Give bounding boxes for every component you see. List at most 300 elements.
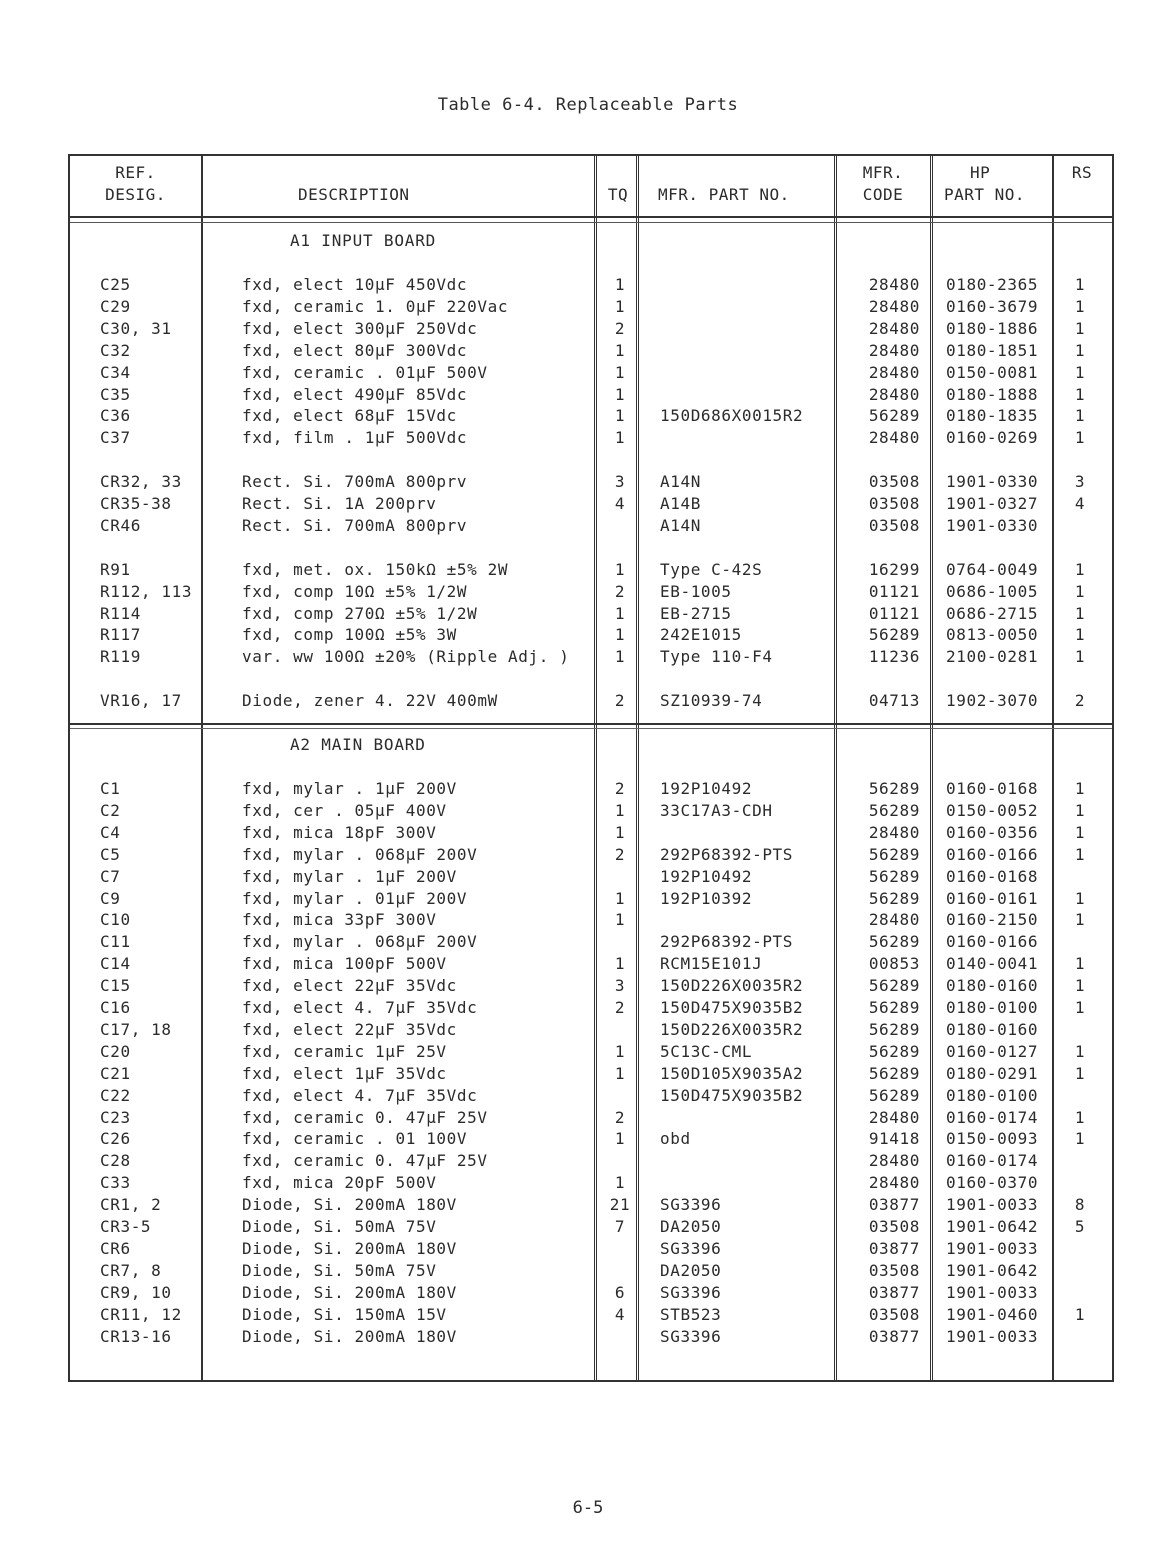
cell-mfr-part-no: 150D686X0015R2 [660, 406, 804, 426]
cell-description: Diode, Si. 200mA 180V [242, 1238, 457, 1258]
cell-ref-desig: C17, 18 [100, 1019, 172, 1039]
cell-description: Diode, Si. 200mA 180V [242, 1195, 457, 1215]
cell-mfr-code: 16299 [868, 559, 920, 579]
cell-rs: 1 [1074, 362, 1086, 382]
cell-tq: 2 [614, 779, 626, 798]
cell-description: var. ww 100Ω ±20% (Ripple Adj. ) [242, 647, 570, 667]
table-row [70, 274, 1112, 296]
table-row [70, 909, 1112, 931]
cell-ref-desig: C2 [100, 800, 121, 820]
cell-ref-desig: C33 [100, 1173, 131, 1193]
table-row [70, 931, 1112, 953]
header-ref: REF. DESIG. [105, 163, 166, 204]
cell-mfr-part-no: obd [660, 1129, 691, 1149]
table-row [70, 888, 1112, 910]
cell-description: fxd, met. ox. 150kΩ ±5% 2W [242, 559, 509, 579]
cell-description: fxd, mica 18pF 300V [242, 822, 437, 842]
cell-tq: 1 [614, 428, 626, 448]
cell-description: fxd, mylar . 1µF 200V [242, 779, 457, 798]
cell-ref-desig: C37 [100, 428, 131, 448]
cell-mfr-code: 28480 [868, 1107, 920, 1127]
cell-mfr-code: 01121 [868, 581, 920, 601]
cell-hp-part-no: 0160-0168 [946, 866, 1039, 886]
table-row [70, 559, 1112, 581]
cell-mfr-part-no: EB-1005 [660, 581, 732, 601]
cell-tq: 2 [614, 691, 626, 711]
table-row [70, 1260, 1112, 1282]
cell-hp-part-no: 1901-0642 [946, 1217, 1039, 1236]
table-row [70, 471, 1112, 493]
cell-mfr-part-no: SG3396 [660, 1282, 722, 1302]
cell-description: fxd, mylar . 01µF 200V [242, 888, 468, 908]
cell-description: Rect. Si. 700mA 800prv [242, 472, 468, 492]
cell-mfr-part-no: 242E1015 [660, 625, 742, 645]
cell-hp-part-no: 0813-0050 [946, 625, 1039, 645]
table-row [70, 362, 1112, 384]
cell-ref-desig: C4 [100, 822, 121, 842]
cell-description: fxd, ceramic . 01µF 500V [242, 362, 488, 382]
cell-description: fxd, elect 68µF 15Vdc [242, 406, 457, 426]
cell-ref-desig: C28 [100, 1151, 131, 1171]
cell-hp-part-no: 0180-1835 [946, 406, 1039, 426]
cell-hp-part-no: 0160-0168 [946, 779, 1039, 798]
cell-hp-part-no: 0160-2150 [946, 910, 1039, 930]
table-row [70, 581, 1112, 603]
cell-hp-part-no: 0150-0052 [946, 800, 1039, 820]
table-row [70, 690, 1112, 712]
cell-hp-part-no: 0150-0093 [946, 1129, 1039, 1149]
cell-ref-desig: C10 [100, 910, 131, 930]
cell-mfr-part-no: 192P10492 [660, 866, 753, 886]
table-row [70, 953, 1112, 975]
cell-mfr-part-no: 150D475X9035B2 [660, 1085, 804, 1105]
cell-mfr-part-no: DA2050 [660, 1260, 722, 1280]
cell-mfr-code: 56289 [868, 998, 920, 1017]
cell-ref-desig: C7 [100, 866, 121, 886]
cell-tq: 6 [614, 1282, 626, 1302]
cell-description: fxd, film . 1µF 500Vdc [242, 428, 468, 448]
table-row [70, 624, 1112, 646]
section-separator [70, 723, 1112, 729]
cell-description: Rect. Si. 1A 200prv [242, 494, 437, 513]
cell-ref-desig: CR35-38 [100, 494, 172, 513]
cell-description: fxd, comp 270Ω ±5% 1/2W [242, 603, 478, 623]
cell-hp-part-no: 0180-0160 [946, 976, 1039, 996]
table-row [70, 427, 1112, 449]
cell-rs: 1 [1074, 428, 1086, 448]
cell-mfr-part-no: STB523 [660, 1304, 722, 1324]
cell-tq: 1 [614, 647, 626, 667]
cell-mfr-code: 28480 [868, 822, 920, 842]
cell-mfr-code: 03508 [868, 1217, 920, 1236]
cell-mfr-code: 03877 [868, 1238, 920, 1258]
cell-rs: 5 [1074, 1217, 1086, 1236]
cell-description: fxd, elect 490µF 85Vdc [242, 384, 468, 404]
cell-mfr-code: 28480 [868, 362, 920, 382]
cell-mfr-code: 56289 [868, 932, 920, 952]
cell-hp-part-no: 0180-0160 [946, 1019, 1039, 1039]
cell-hp-part-no: 1901-0460 [946, 1304, 1039, 1324]
cell-mfr-part-no: EB-2715 [660, 603, 732, 623]
cell-ref-desig: C14 [100, 954, 131, 974]
table-row [70, 515, 1112, 537]
cell-ref-desig: C32 [100, 340, 131, 360]
cell-mfr-code: 03877 [868, 1282, 920, 1302]
cell-hp-part-no: 1902-3070 [946, 691, 1039, 711]
cell-mfr-part-no: SG3396 [660, 1238, 722, 1258]
cell-mfr-part-no: RCM15E101J [660, 954, 763, 974]
cell-ref-desig: CR13-16 [100, 1326, 172, 1346]
cell-description: fxd, mica 100pF 500V [242, 954, 447, 974]
cell-rs: 1 [1074, 822, 1086, 842]
cell-mfr-part-no: 150D475X9035B2 [660, 998, 804, 1017]
table-row [70, 1172, 1112, 1194]
cell-tq: 1 [614, 822, 626, 842]
cell-rs: 1 [1074, 844, 1086, 864]
cell-mfr-code: 04713 [868, 691, 920, 711]
cell-ref-desig: R117 [100, 625, 141, 645]
cell-rs: 1 [1074, 954, 1086, 974]
cell-ref-desig: C29 [100, 296, 131, 316]
cell-hp-part-no: 1901-0330 [946, 472, 1039, 492]
cell-mfr-part-no: 192P10492 [660, 779, 753, 798]
table-row [70, 1041, 1112, 1063]
cell-mfr-code: 56289 [868, 625, 920, 645]
table-row [70, 1194, 1112, 1216]
cell-mfr-part-no: SG3396 [660, 1195, 722, 1215]
cell-mfr-code: 03508 [868, 515, 920, 535]
cell-rs: 1 [1074, 1107, 1086, 1127]
cell-hp-part-no: 2100-0281 [946, 647, 1039, 667]
cell-mfr-code: 03508 [868, 494, 920, 513]
cell-mfr-part-no: 150D105X9035A2 [660, 1063, 804, 1083]
cell-hp-part-no: 0160-0174 [946, 1107, 1039, 1127]
cell-ref-desig: C25 [100, 275, 131, 294]
table-row [70, 1216, 1112, 1238]
table-row [70, 1150, 1112, 1172]
table-row [70, 1326, 1112, 1348]
cell-hp-part-no: 0160-0269 [946, 428, 1039, 448]
cell-tq: 2 [614, 318, 626, 338]
cell-hp-part-no: 0686-2715 [946, 603, 1039, 623]
cell-rs: 1 [1074, 800, 1086, 820]
cell-description: fxd, elect 4. 7µF 35Vdc [242, 998, 478, 1017]
cell-hp-part-no: 0180-2365 [946, 275, 1039, 294]
cell-hp-part-no: 0140-0041 [946, 954, 1039, 974]
cell-hp-part-no: 0160-0161 [946, 888, 1039, 908]
cell-mfr-part-no: 292P68392-PTS [660, 932, 794, 952]
cell-rs: 1 [1074, 406, 1086, 426]
cell-ref-desig: C1 [100, 779, 121, 798]
cell-ref-desig: C34 [100, 362, 131, 382]
table-row [70, 1238, 1112, 1260]
table-row [70, 1304, 1112, 1326]
cell-ref-desig: CR7, 8 [100, 1260, 162, 1280]
table-row [70, 646, 1112, 668]
cell-tq: 7 [614, 1217, 626, 1236]
header-description: DESCRIPTION [298, 185, 410, 204]
cell-mfr-code: 56289 [868, 1019, 920, 1039]
cell-rs: 1 [1074, 910, 1086, 930]
cell-hp-part-no: 1901-0033 [946, 1195, 1039, 1215]
cell-mfr-code: 56289 [868, 406, 920, 426]
cell-rs: 1 [1074, 998, 1086, 1017]
cell-ref-desig: C36 [100, 406, 131, 426]
cell-tq: 2 [614, 581, 626, 601]
header-mfr-code: MFR. CODE [862, 163, 904, 204]
cell-description: fxd, ceramic 0. 47µF 25V [242, 1151, 488, 1171]
cell-mfr-code: 00853 [868, 954, 920, 974]
cell-mfr-code: 56289 [868, 844, 920, 864]
table-row [70, 800, 1112, 822]
cell-rs: 1 [1074, 1304, 1086, 1324]
cell-mfr-part-no: DA2050 [660, 1217, 722, 1236]
cell-tq: 1 [614, 800, 626, 820]
cell-mfr-part-no: 33C17A3-CDH [660, 800, 773, 820]
cell-rs: 1 [1074, 647, 1086, 667]
table-row [70, 405, 1112, 427]
cell-hp-part-no: 0160-0166 [946, 844, 1039, 864]
cell-mfr-code: 56289 [868, 1085, 920, 1105]
cell-tq: 2 [614, 1107, 626, 1127]
cell-description: fxd, elect 4. 7µF 35Vdc [242, 1085, 478, 1105]
cell-hp-part-no: 0160-3679 [946, 296, 1039, 316]
cell-tq: 2 [614, 844, 626, 864]
cell-description: Diode, Si. 200mA 180V [242, 1282, 457, 1302]
cell-hp-part-no: 0160-0174 [946, 1151, 1039, 1171]
cell-ref-desig: C5 [100, 844, 121, 864]
cell-mfr-code: 11236 [868, 647, 920, 667]
cell-rs: 2 [1074, 691, 1086, 711]
parts-table [68, 154, 1114, 1382]
cell-rs: 1 [1074, 384, 1086, 404]
cell-hp-part-no: 1901-0033 [946, 1326, 1039, 1346]
cell-mfr-code: 28480 [868, 384, 920, 404]
cell-tq: 1 [614, 1173, 626, 1193]
cell-hp-part-no: 1901-0642 [946, 1260, 1039, 1280]
cell-mfr-code: 56289 [868, 1041, 920, 1061]
cell-description: Diode, zener 4. 22V 400mW [242, 691, 498, 711]
cell-ref-desig: CR3-5 [100, 1217, 152, 1236]
cell-tq: 1 [614, 1129, 626, 1149]
cell-rs: 1 [1074, 581, 1086, 601]
cell-hp-part-no: 0180-0291 [946, 1063, 1039, 1083]
page-number: 6-5 [572, 1498, 604, 1518]
table-row [70, 1063, 1112, 1085]
cell-hp-part-no: 0150-0081 [946, 362, 1039, 382]
table-row [70, 997, 1112, 1019]
cell-mfr-code: 03877 [868, 1326, 920, 1346]
cell-ref-desig: C15 [100, 976, 131, 996]
cell-ref-desig: C23 [100, 1107, 131, 1127]
cell-tq: 1 [614, 384, 626, 404]
cell-ref-desig: C35 [100, 384, 131, 404]
cell-rs: 1 [1074, 275, 1086, 294]
cell-mfr-part-no: A14B [660, 494, 701, 513]
cell-ref-desig: C16 [100, 998, 131, 1017]
table-row [70, 493, 1112, 515]
cell-description: fxd, elect 80µF 300Vdc [242, 340, 468, 360]
cell-ref-desig: C11 [100, 932, 131, 952]
cell-description: fxd, elect 300µF 250Vdc [242, 318, 478, 338]
cell-hp-part-no: 1901-0330 [946, 515, 1039, 535]
cell-ref-desig: C20 [100, 1041, 131, 1061]
cell-mfr-code: 56289 [868, 976, 920, 996]
cell-tq: 2 [614, 998, 626, 1017]
table-row [70, 340, 1112, 362]
cell-tq: 1 [614, 1041, 626, 1061]
cell-rs: 4 [1074, 494, 1086, 513]
cell-tq: 4 [614, 1304, 626, 1324]
cell-tq: 1 [614, 954, 626, 974]
cell-mfr-code: 28480 [868, 340, 920, 360]
cell-tq: 1 [614, 888, 626, 908]
cell-description: fxd, mylar . 068µF 200V [242, 844, 478, 864]
cell-ref-desig: C21 [100, 1063, 131, 1083]
cell-mfr-part-no: A14N [660, 515, 701, 535]
cell-mfr-part-no: 5C13C-CML [660, 1041, 753, 1061]
cell-rs: 1 [1074, 1063, 1086, 1083]
page-title: Table 6-4. Replaceable Parts [437, 95, 739, 115]
cell-ref-desig: CR9, 10 [100, 1282, 172, 1302]
cell-description: fxd, mica 20pF 500V [242, 1173, 437, 1193]
cell-mfr-part-no: Type 110-F4 [660, 647, 773, 667]
cell-hp-part-no: 0764-0049 [946, 559, 1039, 579]
cell-description: Diode, Si. 150mA 15V [242, 1304, 447, 1324]
cell-rs: 1 [1074, 318, 1086, 338]
cell-rs: 1 [1074, 340, 1086, 360]
cell-mfr-part-no: 192P10392 [660, 888, 753, 908]
cell-mfr-code: 03877 [868, 1195, 920, 1215]
cell-tq: 1 [614, 296, 626, 316]
cell-description: fxd, mica 33pF 300V [242, 910, 437, 930]
cell-description: fxd, mylar . 068µF 200V [242, 932, 478, 952]
cell-ref-desig: CR1, 2 [100, 1195, 162, 1215]
cell-mfr-code: 28480 [868, 296, 920, 316]
cell-description: fxd, ceramic 1µF 25V [242, 1041, 447, 1061]
cell-mfr-part-no: 292P68392-PTS [660, 844, 794, 864]
cell-rs: 1 [1074, 888, 1086, 908]
cell-hp-part-no: 1901-0033 [946, 1282, 1039, 1302]
cell-hp-part-no: 0180-0100 [946, 1085, 1039, 1105]
table-row [70, 1085, 1112, 1107]
cell-ref-desig: VR16, 17 [100, 691, 182, 711]
cell-mfr-code: 28480 [868, 910, 920, 930]
cell-tq: 4 [614, 494, 626, 513]
section-title: A1 INPUT BOARD [290, 231, 437, 250]
header-separator [70, 216, 1112, 223]
cell-rs: 8 [1074, 1195, 1086, 1215]
cell-mfr-code: 28480 [868, 318, 920, 338]
cell-rs: 1 [1074, 976, 1086, 996]
table-row [70, 384, 1112, 406]
cell-mfr-code: 28480 [868, 428, 920, 448]
cell-tq: 1 [614, 275, 626, 294]
cell-tq: 1 [614, 625, 626, 645]
cell-tq: 1 [614, 603, 626, 623]
header-hp-part: HP PART NO. [944, 163, 1026, 204]
cell-hp-part-no: 0180-1888 [946, 384, 1039, 404]
cell-description: fxd, elect 10µF 450Vdc [242, 275, 468, 294]
cell-rs: 1 [1074, 1129, 1086, 1149]
cell-rs: 1 [1074, 559, 1086, 579]
cell-mfr-code: 03508 [868, 1260, 920, 1280]
cell-ref-desig: C9 [100, 888, 121, 908]
cell-rs: 1 [1074, 603, 1086, 623]
cell-ref-desig: R112, 113 [100, 581, 193, 601]
table-row [70, 866, 1112, 888]
cell-hp-part-no: 1901-0327 [946, 494, 1039, 513]
cell-rs: 1 [1074, 1041, 1086, 1061]
table-row [70, 296, 1112, 318]
cell-tq: 21 [609, 1195, 631, 1215]
cell-mfr-code: 28480 [868, 275, 920, 294]
cell-hp-part-no: 0160-0166 [946, 932, 1039, 952]
table-row [70, 975, 1112, 997]
cell-mfr-part-no: 150D226X0035R2 [660, 976, 804, 996]
cell-description: Diode, Si. 200mA 180V [242, 1326, 457, 1346]
cell-ref-desig: C26 [100, 1129, 131, 1149]
cell-ref-desig: C22 [100, 1085, 131, 1105]
cell-mfr-code: 91418 [868, 1129, 920, 1149]
cell-tq: 1 [614, 1063, 626, 1083]
cell-rs: 1 [1074, 779, 1086, 798]
cell-mfr-code: 56289 [868, 888, 920, 908]
cell-description: fxd, elect 22µF 35Vdc [242, 1019, 457, 1039]
cell-hp-part-no: 0686-1005 [946, 581, 1039, 601]
cell-description: fxd, ceramic 0. 47µF 25V [242, 1107, 488, 1127]
cell-mfr-code: 56289 [868, 866, 920, 886]
header-rs: RS [1071, 163, 1093, 182]
cell-mfr-code: 03508 [868, 1304, 920, 1324]
cell-mfr-code: 28480 [868, 1173, 920, 1193]
cell-hp-part-no: 0180-0100 [946, 998, 1039, 1017]
cell-ref-desig: R91 [100, 559, 131, 579]
cell-ref-desig: C30, 31 [100, 318, 172, 338]
table-row [70, 1282, 1112, 1304]
cell-hp-part-no: 0180-1851 [946, 340, 1039, 360]
cell-mfr-code: 56289 [868, 800, 920, 820]
header-mfr-part: MFR. PART NO. [658, 185, 790, 204]
cell-mfr-code: 03508 [868, 472, 920, 492]
cell-rs: 3 [1074, 472, 1086, 492]
cell-mfr-code: 28480 [868, 1151, 920, 1171]
cell-ref-desig: CR32, 33 [100, 472, 182, 492]
cell-rs: 1 [1074, 625, 1086, 645]
cell-mfr-part-no: A14N [660, 472, 701, 492]
cell-rs: 1 [1074, 296, 1086, 316]
cell-description: fxd, cer . 05µF 400V [242, 800, 447, 820]
cell-description: fxd, ceramic 1. 0µF 220Vac [242, 296, 509, 316]
cell-tq: 1 [614, 406, 626, 426]
cell-description: Diode, Si. 50mA 75V [242, 1260, 437, 1280]
table-row [70, 318, 1112, 340]
table-row [70, 603, 1112, 625]
table-row [70, 778, 1112, 800]
cell-tq: 3 [614, 976, 626, 996]
cell-tq: 1 [614, 340, 626, 360]
cell-tq: 1 [614, 362, 626, 382]
cell-mfr-code: 56289 [868, 779, 920, 798]
cell-mfr-part-no: 150D226X0035R2 [660, 1019, 804, 1039]
cell-ref-desig: CR6 [100, 1238, 131, 1258]
cell-ref-desig: CR11, 12 [100, 1304, 182, 1324]
cell-hp-part-no: 1901-0033 [946, 1238, 1039, 1258]
table-row [70, 1128, 1112, 1150]
cell-mfr-code: 56289 [868, 1063, 920, 1083]
cell-description: fxd, comp 100Ω ±5% 3W [242, 625, 457, 645]
cell-ref-desig: R119 [100, 647, 141, 667]
